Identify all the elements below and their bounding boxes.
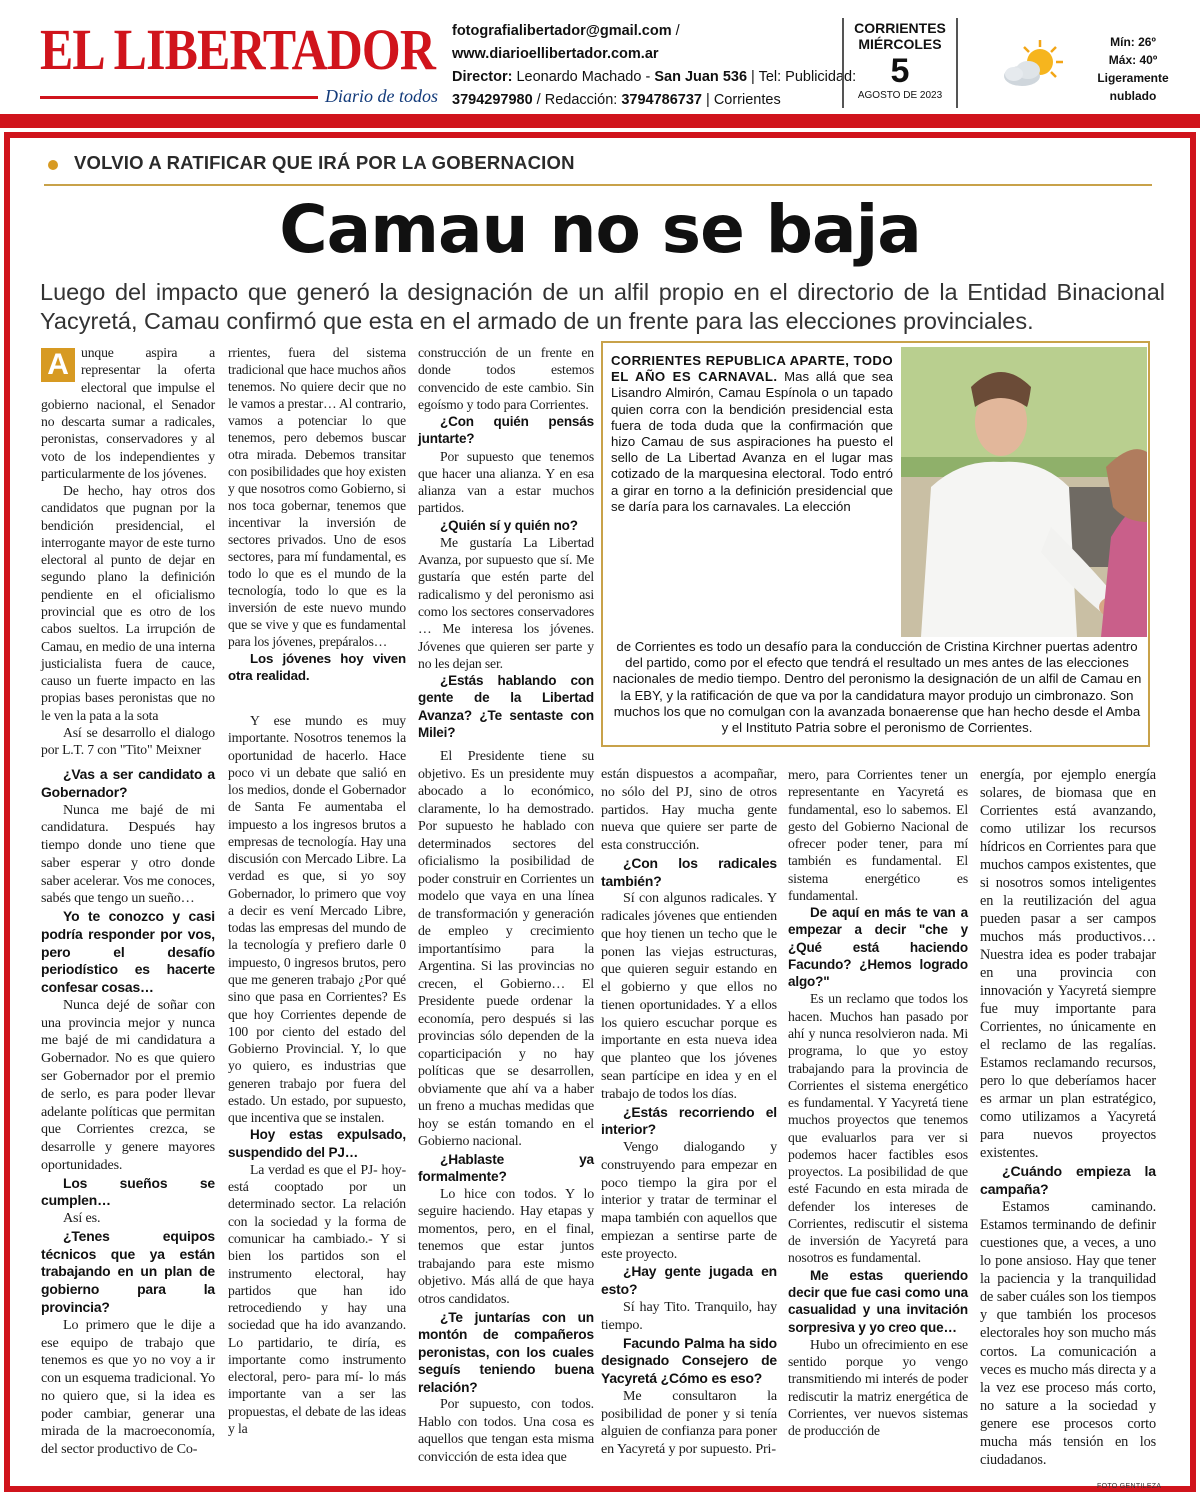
- question: Yo te conozco y casi podría responder por vos, pero el desafío periodístico es hacerte confesar cosas…: [41, 908, 215, 996]
- city: Corrientes: [713, 92, 781, 108]
- article-headline[interactable]: Camau no se baja: [279, 191, 921, 268]
- kicker-bar: [44, 150, 1152, 186]
- paragraph: energía, por ejemplo energía solares, de biomasa que en Corrientes está avanzando, como utilizar los recursos hídricos en Corrientes para que muchos campos existentes, que si nosotros somos inteligentes en la reutilización del agua pueden pasar a ser campos muchos más productivos… Nuestra idea es poder trabajar en una provincia con innovación y Yacyretá siempre fue muy importante para Corrientes, no únicamente en el reclamo de las regalías. Estamos reclamando recursos, pero lo que deberíamos hacer es armar un plan estratégico, como utilizamos a Yacyretá para nuevos proyectos existentes.: [980, 767, 1156, 1162]
- paragraph: De hecho, hay otros dos candidatos que pugnan por la bendición presidencial, el interrogante mayor de este turno electoral al punto de dejar en segundo plano la definición pendiente en el oficialismo provincial que es otro de los cabos sueltos. La irrupción de Camau, en medio de una interna justicialista fuera de cauce, causo un fuerte impacto en las propias bases peronistas que no le ven la pata a la sota: [41, 483, 215, 723]
- question: De aquí en más te van a empezar a decir "che y ¿Qué está haciendo Facundo? ¿Hemos logrado algo?": [788, 905, 968, 990]
- contact-website[interactable]: www.diarioellibertador.com.ar: [452, 46, 659, 62]
- question: ¿Con quién pensás juntarte?: [418, 414, 594, 447]
- newspaper-logo[interactable]: EL LIBERTADOR: [40, 17, 436, 82]
- address: San Juan 536: [654, 69, 748, 85]
- paragraph: Lo hice con todos. Y lo seguire haciendo. Hay etapas y momentos, pero, en el final, tenemos que estar juntos trabajando para este mismo objetivo. Más allá de que haya otros candidatos.: [418, 1186, 594, 1307]
- paragraph: Estamos caminando. Estamos terminando de definir cuestiones que, a veces, a uno lo pone ansioso. Hay que tener la paciencia y la tranquilidad de saber cuáles son los tiempos y que también los procesos electorales hoy son mucho más cortos. La comunicación a veces es mucho más directa y a la vez ese proceso más corto, no sature a la sociedad y genere ese procesos corto mucha más tensión en los ciudadanos.: [980, 1199, 1156, 1468]
- contact-email[interactable]: fotografialibertador@gmail.com: [452, 23, 672, 39]
- question: ¿Hablaste ya formalmente?: [418, 1151, 594, 1185]
- weather-min: Mín: 26º: [1110, 35, 1156, 49]
- phone-news: 3794786737: [621, 92, 702, 108]
- paragraph: Es un reclamo que todos los hacen. Muchos han pasado por ahí y nunca resolvieron nada. Mi programa, lo que yo estoy trabajando para la provincia de Corrientes el sistema energético es fundamental. Y Yacyretá tiene muchos proyectos que tenemos que evaluarlos para ver si podemos hacer factibles esos proyectos. La posibilidad de que esté Facundo en esta mirada de defender los intereses de Corrientes, rediscutir el sistema de inversión de Yacyretá para nosotros es fundamental.: [788, 991, 968, 1266]
- paragraph: rrientes, fuera del sistema tradicional que hace muchos años tenemos. No quiere decir que no le vamos a prestar… Al contrario, vamos a potenciar lo que tenemos, pero debemos buscar otra mirada. Debemos transitar con posibilidades que hoy existen y que nosotros como Gobierno, si nos toca gobernar, tenemos que incentivar la inversión de sectores privados. Uno de esos sectores, para mí fundamental, es todo lo que es el mundo de la tecnología, todo lo que es la inversión de este nuevo mundo que se vive y que es fundamental para los jóvenes, prepáralos…: [228, 345, 406, 650]
- sidebar-text: Mas allá que sea Lisandro Almirón, Camau Espínola o un tapado quien corra con la bendición presidencial esta fuera de toda duda que la confirmación que hizo Camau de sus aspiraciones ha puesto el sello de La Libertad Avanza en el lugar mas cotizado de la marquesina electoral. Todo entró a girar en torno a la definición presidencial que se daría para los carnavales. La elección: [611, 369, 894, 514]
- weather-max: Máx: 40º: [1108, 53, 1158, 67]
- paragraph: Vengo dialogando y construyendo para empezar en poco tiempo la gira por el interior y tratar de terminar el mapa también con aquellos que empiezan a sentirse parte de este proyecto.: [601, 1139, 777, 1262]
- masthead: [0, 0, 1200, 128]
- date-weekday: MIÉRCOLES: [858, 36, 942, 52]
- question: ¿Te juntarías con un montón de compañeros peronistas, con los cuales seguís teniendo buena relación?: [418, 1309, 594, 1395]
- question: ¿Quién sí y quién no?: [440, 517, 578, 533]
- partly-cloudy-sun-icon: [1000, 38, 1066, 90]
- date-day: 5: [890, 52, 910, 90]
- phone-ads: 3794297980: [452, 92, 533, 108]
- paragraph: están dispuestos a acompañar, no sólo del PJ, sino de otros partidos. Hay mucha gente nueva que quiere ser parte de esta construcción.: [601, 766, 777, 854]
- paragraph: Así es.: [63, 1210, 101, 1227]
- paragraph-text: unque aspira a representar la oferta electoral que impulse el gobierno nacional, el Senador no descarta sumar a radicales, peronistas, conservadores y al voto de los independientes y particularmente de los jóvenes.: [41, 345, 215, 481]
- paragraph: Lo primero que le dije a ese equipo de trabajo que tenemos es que yo no voy a ir con un esquema tradicional. Yo no quiero que, si la idea es poder cambiar, generar una mirada de la macroeconomía, del sector productivo de Co-: [41, 1316, 215, 1458]
- column-3-top: [418, 344, 594, 741]
- paragraph: [41, 344, 215, 482]
- question: ¿Vas a ser candidato a Gobernador?: [41, 766, 215, 800]
- paragraph: Por supuesto que tenemos que hacer una alianza. Y en esa alianza van a estar muchos partidos.: [418, 448, 594, 516]
- bullet-icon: [48, 160, 58, 170]
- paragraph: Me consultaron la posibilidad de poner y si tenía alguien de confianza para poner en Yacyretá y por supuesto. Pri-: [601, 1387, 777, 1458]
- weather-condition-2: nublado: [1109, 89, 1157, 103]
- sidebar-long-text: de Corrientes es todo un desafío para la conducción de Cristina Kirchner puertas adentro del partido, como por el efecto que tendrá el resultado un mes antes de las elecciones nacionales de medio tiempo. Dentro del peronismo la designación de un alfil de Camau en la EBY, y la ratificación de que va por la candidatura mayor produjo un cimbronazo. Son muchos los que no comulgan con la avanzada bonaerense que han hecho desde el Amba y el Instituto Patria sobre el peronismo de Corrientes.: [612, 639, 1142, 736]
- contact-separator: /: [675, 23, 680, 39]
- column-2-bottom: [228, 712, 406, 1437]
- paragraph: Nunca dejé de soñar con una provincia mejor y nunca me bajé de mi candidatura a Gobernador. No es que quiero ser Gobernador por el premio de serlo, es para poder llevar adelante políticas que permitan que Corrientes crezca, se desarrolle y genere mayores oportunidades.: [41, 996, 215, 1173]
- tel-label: Tel: Publicidad:: [758, 69, 857, 85]
- redaccion-label: Redacción:: [544, 92, 618, 108]
- sidebar-box: [601, 341, 1150, 747]
- paragraph: construcción de un frente en donde todos estemos convencido de este cambio. Sin egoísmo y todo para Corrientes.: [418, 345, 594, 412]
- photo-credit: FOTO GENTILEZA: [1097, 1483, 1162, 1490]
- director-name: Leonardo Machado: [516, 69, 642, 85]
- paragraph: Sí con algunos radicales. Y radicales jóvenes que entienden que hoy tienen un techo que le ponen las viejas estructuras, que quieren seguir estando en el gobierno y que ellos no tienen oportunidades. Y a ellos los quiero escuchar porque es importante en esta nueva idea que planteo que los jóvenes sean partícipe en idea y en el trabajo de todos los días.: [601, 890, 777, 1102]
- director-label: Director:: [452, 69, 513, 85]
- weather-info: [1088, 33, 1178, 105]
- date-month-year: AGOSTO DE 2023: [857, 90, 943, 101]
- paragraph: Hubo un ofrecimiento en ese sentido porque yo vengo transmitiendo mi interés de poder rediscutir la matriz energética de Corrientes, ver nuevos sistemas de producción de: [788, 1336, 968, 1439]
- column-5: [788, 766, 968, 1439]
- column-4: [601, 766, 777, 1459]
- photo-handshake[interactable]: [901, 347, 1147, 637]
- column-1-bottom: [41, 766, 215, 1459]
- question: Los jóvenes hoy viven otra realidad.: [228, 651, 406, 684]
- dropcap: A: [41, 348, 75, 382]
- question: ¿Tenes equipos técnicos que ya están trabajando en un plan de gobierno para la provincia?: [41, 1227, 215, 1315]
- question: ¿Con los radicales también?: [601, 854, 777, 889]
- question: ¿Cuándo empieza la campaña?: [980, 1163, 1156, 1198]
- question: Facundo Palma ha sido designado Consejero de Yacyretá ¿Cómo es eso?: [601, 1334, 777, 1387]
- paragraph: Sí hay Tito. Tranquilo, hay tiempo.: [601, 1298, 777, 1333]
- question: ¿Estás hablando con gente de la Libertad Avanza? ¿Te sentaste con Milei?: [418, 673, 594, 740]
- question: Hoy estas expulsado, suspendido del PJ…: [228, 1127, 406, 1160]
- column-6: [980, 766, 1156, 1469]
- tagline: Diario de todos: [325, 86, 439, 106]
- sidebar-short-text: [611, 353, 893, 515]
- column-2-top: [228, 344, 406, 684]
- article-kicker: VOLVIO A RATIFICAR QUE IRÁ POR LA GOBERNACION: [74, 152, 575, 173]
- tagline-rule: [40, 96, 318, 99]
- question: ¿Hay gente jugada en esto?: [601, 1263, 777, 1298]
- column-3-bottom: [418, 748, 594, 1466]
- paragraph: Por supuesto, con todos. Hablo con todos. Una cosa es aquellos que tengan esta misma convicción de esta idea que: [418, 1397, 594, 1465]
- paragraph: Nunca me bajé de mi candidatura. Después hay tiempo donde uno tiene que saber esperar y otro donde saber acelerar. Vos me conoces, sabés que tengo un sueño…: [41, 801, 215, 907]
- column-1-top: [41, 344, 215, 758]
- masthead-red-strip: [0, 114, 1200, 128]
- paragraph: Así se desarrollo el dialogo por L.T. 7 con "Tito" Meixner: [41, 724, 215, 758]
- contact-info: fotografialibertador@gmail.com / www.diarioellibertador.com.ar Director: Leonardo Machado - San Juan 536 | Tel: Publicidad: 3794297980 / Redacción: 3794786737 | Corrientes: [452, 23, 857, 108]
- question: ¿Estás recorriendo el interior?: [601, 1103, 777, 1138]
- paragraph: El Presidente tiene su objetivo. Es un presidente muy abocado a lo económico, claramente, lo ha demostrado. Por supuesto he hablado con determinados sectores del oficialismo la posibilidad de poder construir en Corrientes un modelo que vaya en una línea de transformación y generación de empleo y crecimiento importantísimo para la Argentina. Si las provincias no crecen, el Gobierno… El Presidente puede ordenar la economía, pero después si las provincias sólo dependen de la coparticipación y no hay políticas que se desarrollen, obviamente que ahí va a haber un freno a muchas medidas que hoy se están tomando en el Gobierno nacional.: [418, 749, 594, 1150]
- date-box: [842, 18, 958, 108]
- paragraph: Me gustaría La Libertad Avanza, por supuesto que sí. Me gustaría que estén parte del radicalismo y del peronismo asi como los sectores conservadores … Me interesa los jóvenes. Jóvenes que quieren ser parte y no les dejan ser.: [418, 534, 594, 671]
- sidebar-kicker: CORRIENTES REPUBLICA APARTE, TODO EL AÑO ES CARNAVAL.: [611, 353, 893, 385]
- paragraph: La verdad es que el PJ- hoy- está cooptado por un determinado sector. La relación con la sociedad y la forma de comunicar ha cambiado.- Y si bien los partidos son el instrumento electoral, hay partidos que han ido retrocediendo y hay una sociedad que ha ido avanzando. Lo partidario, te diría, es importante como instrumento electoral, pero- para mí- lo más importante van a ser las propuestas, el debate de las ideas y la: [228, 1161, 406, 1436]
- paragraph: Y ese mundo es muy importante. Nosotros tenemos la oportunidad de hacerlo. Hace poco vi un debate que salió en los medios, donde el Gobernador de Santa Fe aumentaba el impuesto a los ingresos brutos a empresas de tecnología. Hay una discusión con Mercado Libre. La verdad es que, si yo soy Gobernador, lo primero que voy a decir es vení Mercado Libre, todas las empresas del mundo de la tecnología y prefiero darle 0 impuesto, 0 ingresos brutos, pero que me generen trabajo ¿Por qué sino que pasa en Corrientes? Es que hoy Corrientes depende de 100 por ciento del estado del Gobierno Provincial. Y, lo que yo quiero, es industrias que generen trabajo por fuera del estado. Un estado, por supuesto, que incentiva que se instalen.: [228, 713, 406, 1126]
- date-city: CORRIENTES: [854, 20, 946, 36]
- weather-condition: Ligeramente: [1097, 71, 1169, 85]
- article-deck: Luego del impacto que generó la designación de un alfil propio en el directorio de la Entidad Binacional Yacyretá, Camau confirmó que esta en el armado de un frente para las elecciones provinciales.: [40, 279, 1165, 334]
- question: Me estas queriendo decir que fue casi como una casualidad y una invitación sorpresiva y yo creo que…: [788, 1267, 968, 1335]
- question: Los sueños se cumplen…: [41, 1174, 215, 1209]
- paragraph: mero, para Corrientes tener un representante en Yacyretá es fundamental, eso lo sabemos. El gesto del Gobierno Nacional de ofrecer poder tener, para mí también es fundamental. El sistema energético es fundamental.: [788, 767, 968, 903]
